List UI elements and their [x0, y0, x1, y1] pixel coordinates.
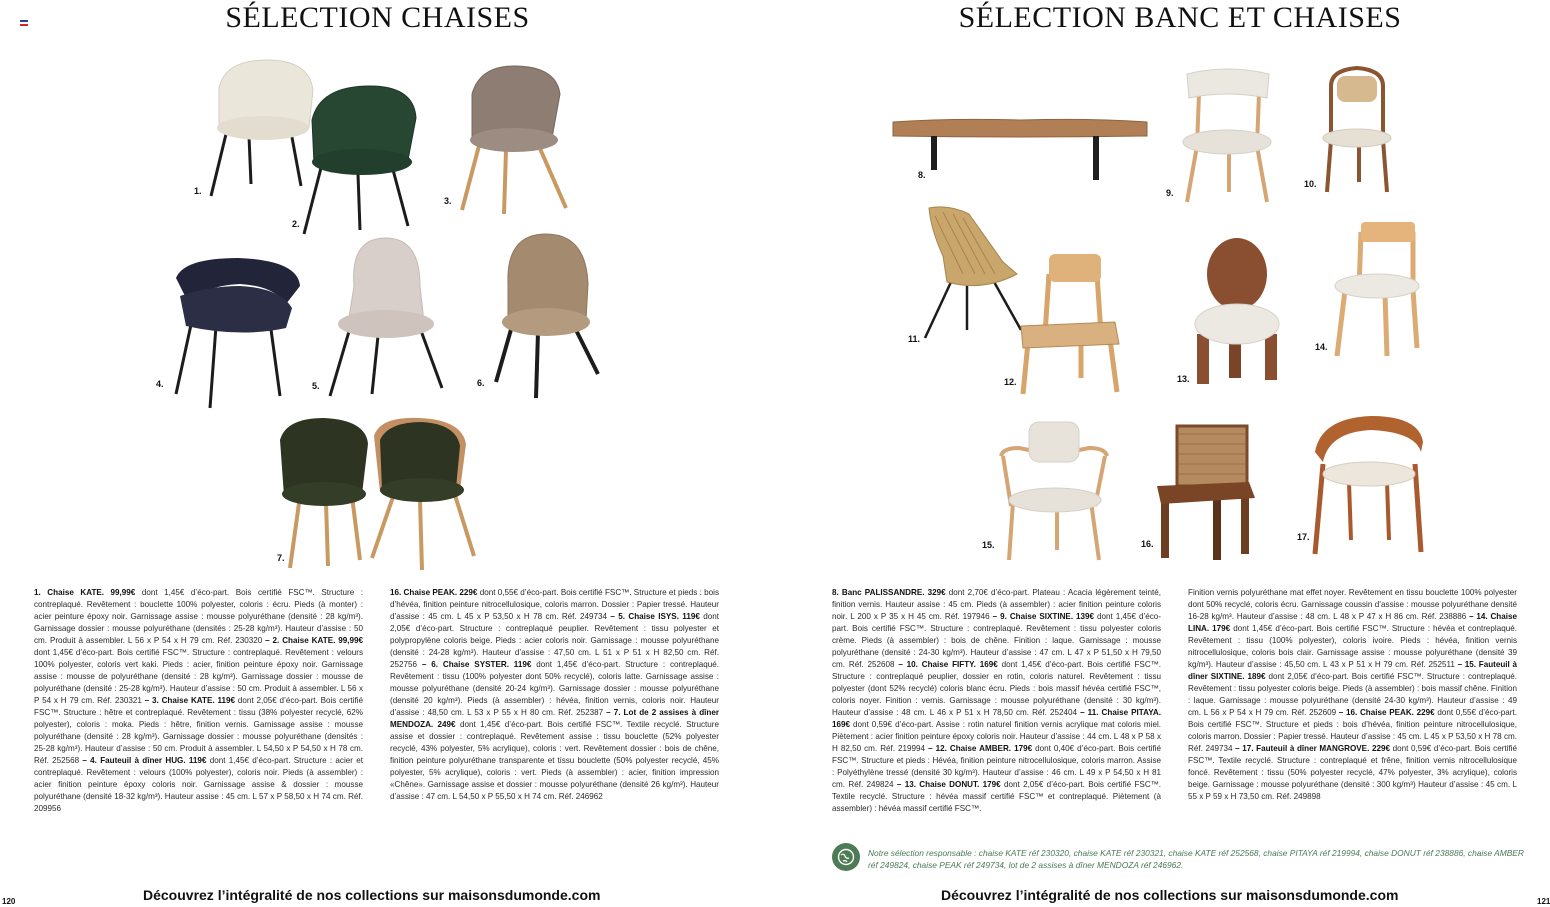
eco-note: [832, 843, 1532, 873]
product-image-15[interactable]: [999, 420, 1109, 562]
page-title: SÉLECTION BANC ET CHAISES: [958, 1, 1402, 34]
product-number: 17.: [1297, 532, 1310, 542]
product-number: 14.: [1315, 342, 1328, 352]
product-image-3[interactable]: [456, 64, 572, 220]
product-descriptions-col1: 8. Banc PALISSANDRE. 329€ dont 2,70€ d’éco-part. Plateau : Acacia légèrement teinté, finition vernis. Hauteur assise : 45 cm. Pieds (à assembler) : acier finition peinture coloris noir. L 200 x P 35 x H 45 cm. Réf. 197946 – 9. Chaise SIXTINE. 139€ dont 1,45€ d’éco-part. Bois certifié FSC™. Structure : contreplaqué. Revêtement : tissu polyester coloris crème. Pieds (à assembler) : bois de chêne. Finition : laque. Garnissage : mousse polyuréthane (densité : 24-30 kg/m³). Hauteur d’assise : 47 cm. L 47 x P 51,50 x H 79,50 cm. Réf. 252608 – 10. Chaise FIFTY. 169€ dont 1,45€ d’éco-part. Bois certifié FSC™. Structure : contreplaqué peuplier, dossier en rotin, coloris naturel. Revêtement : tissu polyester (dont 52% recyclé) coloris blanc écru. Pieds : bois massif hévéa certifié FSC™, coloris noyer. Finition : vernis. Garnissage : mousse polyuréthane (densité : 30 kg/m³). Hauteur d’assise : 48 cm. L 46 x P 51 x H 78,50 cm. Réf. 252404 – 11. Chaise PITAYA. 169€ dont 0,59€ d’éco-part. Assise : rotin naturel finition vernis acrylique mat coloris miel. Piètement : acier finition peinture époxy coloris noir. Hauteur d’assise : 44 cm. L 48 x P 58 x H 82,50 cm. Réf. 219994 – 12. Chaise AMBER. 179€ dont 0,40€ d’éco-part. Bois certifié FSC™. Structure et pieds : Hévéa, finition peinture nitrocellulosique, coloris marron. Assise : Polyéthylène tressé (densité 30 kg/m³). Hauteur d’assise : 46 cm. L 49 x P 54,50 x H 81 cm. Réf. 249824 – 13. Chaise DONUT. 179€ dont 2,05€ d’éco-part. Bois certifié FSC™. Textile recyclé. Structure : hévéa massif certifié FSC™ et contreplaqué. Piètement (à assembler) : hévéa massif certifié FSC™.: [832, 588, 1162, 813]
product-descriptions-col2: Finition vernis polyuréthane mat effet noyer. Revêtement en tissu bouclette 100% polyester dont 50% recyclé, coloris écru. Garnissage coussin d’assise : mousse polyuréthane densité 16-28 kg/m³. Hauteur d’assise : 48 cm. L 48 x P 47 x H 86 cm. Réf. 238886 – 14. Chaise LINA. 179€ dont 1,45€ d’éco-part. Bois certifié FSC™. Structure : hévéa et contreplaqué. Revêtement : tissu (100% polyester), coloris ivoire. Pieds : hévéa, finition vernis nitrocellulosique, coloris bois clair. Garnissage assise : mousse polyuréthane (densité 39 kg/m³). Hauteur d’assise : 45,50 cm. L 43 x P 51 x H 79 cm. Réf. 252511 – 15. Fauteuil à dîner SIXTINE. 189€ dont 2,05€ d’éco-part. Bois certifié FSC™. Structure : contreplaqué. Revêtement : tissu polyester coloris beige. Pieds (à assembler) : bois massif chêne. Finition : laque. Garnissage : mousse polyuréthane (densité 24-30 kg/m³). Hauteur d’assise : 49 cm. L 56 x P 54 x H 79 cm. Réf. 252609 – 16. Chaise PEAK. 229€ dont 0,55€ d’éco-part. Bois certifié FSC™. Structure et pieds : bois d’hévéa, finition peinture nitrocellulosique, coloris marron. Dossier : Papier tressé. Hauteur d’assise : 45 cm. L 45 x P 53,50 x H 78 cm. Réf. 249734 – 17. Fauteuil à dîner MANGROVE. 229€ dont 0,59€ d’éco-part. Bois certifié FSC™. Textile recyclé. Structure : contreplaqué et frêne, finition vernis nitrocellulosique foncé. Revêtement : tissu (50% polyester recyclé, 47% polyester, 3% acrylique), coloris beige. Garnissage : mousse polyuréthane (densité : 300 kg/m³) Hauteur d’assise : 45 cm. L 55 x P 59 x H 73,50 cm. Réf. 249898: [1188, 588, 1518, 801]
product-image-9[interactable]: [1179, 64, 1275, 204]
product-image-17[interactable]: [1311, 412, 1427, 558]
product-number: 8.: [918, 170, 926, 180]
product-descriptions-col2: 16. Chaise PEAK. 229€ dont 0,55€ d’éco-part. Bois certifié FSC™. Structure et pieds : bois d’hévéa, finition peinture nitrocellulosique, coloris marron. Dossier : Papier tressé. Hauteur d’assise : 45 cm. L 45 x P 53,50 x H 78 cm. Réf. 249734 – 5. Chaise ISYS. 119€ dont 2,05€ d’éco-part. Structure : contreplaqué peuplier. Revêtement : tissu polyester et polypropylène coloris beige. Pieds : acier coloris noir. Garnissage : mousse polyuréthane (densité : 24-28 kg/m³). Hauteur d’assise : 47,50 cm. L 51 x P 51 x H 82,50 cm. Réf. 252756 – 6. Chaise SYSTER. 119€ dont 1,45€ d’éco-part. Structure : contreplaqué. Revêtement : tissu (100% polyester dont 50% recyclé), coloris latte. Garnissage assise : mousse polyuréthane (densité 20-24 kg/m³). Garnissage dossier : mousse polyuréthane (densité 20 kg/m³). Pieds (à assembler) : hévéa, finition vernis, coloris noir. Hauteur d’assise : 48,50 cm. L 53 x P 55 x H 80 cm. Réf. 252387 – 7. Lot de 2 assises à dîner MENDOZA. 249€ dont 1,45€ d’éco-part. Bois certifié FSC™. Textile recyclé. Structure assise et dossier : contreplaqué. Revêtement assise : tissu bouclette (52% polyester recyclé, 43% polyester, 5% acrylique), coloris : vert. Revêtement dossier : bois de chêne, finition peinture polyuréthane transparente et tissu bouclette (50% polyester recyclé, 45% polyester, 5% acrylique), coloris : vert. Pieds (à assembler) : acier, finition impression «Chêne». Garnissage assise et dossier : mousse polyuréthane (densité 26 kg/m³). Hauteur d’assise : 47 cm. L 54,50 x P 55,50 x H 74 cm. Réf. 246962: [390, 588, 720, 801]
right-page: [775, 0, 1550, 907]
product-image-14[interactable]: [1333, 220, 1423, 360]
product-number: 12.: [1004, 377, 1017, 387]
product-number: 11.: [908, 334, 921, 344]
product-number: 6.: [477, 378, 485, 388]
product-number: 3.: [444, 196, 452, 206]
product-image-11[interactable]: [923, 204, 1023, 342]
product-number: 13.: [1177, 374, 1190, 384]
product-image-6[interactable]: [492, 232, 602, 400]
footer-link-text[interactable]: Découvrez l’intégralité de nos collections sur maisonsdumonde.com: [143, 887, 601, 903]
product-image-7[interactable]: [276, 416, 480, 570]
page-number: 121: [1537, 897, 1550, 906]
product-number: 7.: [277, 553, 285, 563]
product-number: 9.: [1166, 188, 1174, 198]
product-image-12[interactable]: [1019, 252, 1125, 398]
eco-note-text: Notre sélection responsable : chaise KATE réf 230320, chaise KATE réf 230321, chaise KATE réf 252568, chaise PITAYA réf 219994, chaise DONUT réf 238886, chaise AMBER réf 249824, chaise PEAK réf 249734, lot de 2 assises à dîner MENDOZA réf 246962.: [868, 848, 1524, 870]
product-image-4[interactable]: [170, 256, 306, 410]
product-image-2[interactable]: [300, 84, 422, 240]
eco-globe-icon: [832, 843, 860, 871]
product-number: 5.: [312, 381, 320, 391]
product-image-8[interactable]: [891, 118, 1149, 182]
product-number: 1.: [194, 186, 202, 196]
footer-link-text[interactable]: Découvrez l’intégralité de nos collections sur maisonsdumonde.com: [941, 887, 1399, 903]
product-number: 16.: [1141, 539, 1154, 549]
product-image-16[interactable]: [1157, 424, 1257, 562]
product-number: 10.: [1304, 179, 1317, 189]
page-title: SÉLECTION CHAISES: [225, 1, 530, 34]
product-image-5[interactable]: [328, 236, 448, 400]
page-number: 120: [2, 897, 16, 906]
product-descriptions-col1: 1. Chaise KATE. 99,99€ dont 1,45€ d’éco-part. Bois certifié FSC™. Structure : contreplaqué. Revêtement : bouclette 100% polyester, coloris : écru. Pieds (à monter) : acier peinture époxy noir. Garnissage assise : mousse polyuréthane (densité : 28 kg/m³). Garnissage dossier : mousse polyuréthane (densités : 25-28 kg/m³). Hauteur d’assise : 50 cm. Produit à assembler. L 56 x P 54 x H 79 cm. Réf. 230320 – 2. Chaise KATE. 99,99€ dont 1,45€ d’éco-part. Bois certifié FSC™. Structure : contreplaqué. Revêtement : velours 100% polyester, coloris vert kaki. Pieds : acier, finition peinture époxy noir. Garnissage assise : mousse de polyuréthane (densité : 28 kg/m³). Garnissage dossier : mousse de polyuréthane (densité : 25-28 kg/m³). Hauteur d’assise : 50 cm. Produit à assembler. L 56 x P 54 x H 79 cm. Réf. 230321 – 3. Chaise KATE. 119€ dont 2,05€ d’éco-part. Bois certifié FSC™. Structure : hêtre et contreplaqué. Revêtement : tissu (38% polyester recyclé, 62% polyester), coloris : moka. Pieds : hêtre, finition vernis. Garnissage assise : mousse polyuréthane (densité : 28 kg/m³). Garnissage dossier : mousse polyuréthane (densités : 25-28 kg/m³). Hauteur d’assise : 50 cm. Produit à assembler. L 54,50 x P 54,50 x H 78 cm. Réf. 252568 – 4. Fauteuil à dîner HUG. 119€ dont 1,45€ d’éco-part. Structure : acier et contreplaqué. Revêtement : velours (100% polyester), coloris noir. Pieds (à assembler) : acier finition peinture époxy coloris noir. Garnissage assise & dossier : mousse polyuréthane (densité 18-32 kg/m³). Hauteur assise : 45 cm. L 57 x P 58,50 x H 74 cm. Réf. 209956: [34, 588, 364, 813]
product-number: 15.: [982, 540, 995, 550]
product-number: 2.: [292, 219, 300, 229]
product-image-13[interactable]: [1193, 236, 1281, 386]
product-number: 4.: [156, 379, 164, 389]
product-image-10[interactable]: [1319, 66, 1395, 194]
